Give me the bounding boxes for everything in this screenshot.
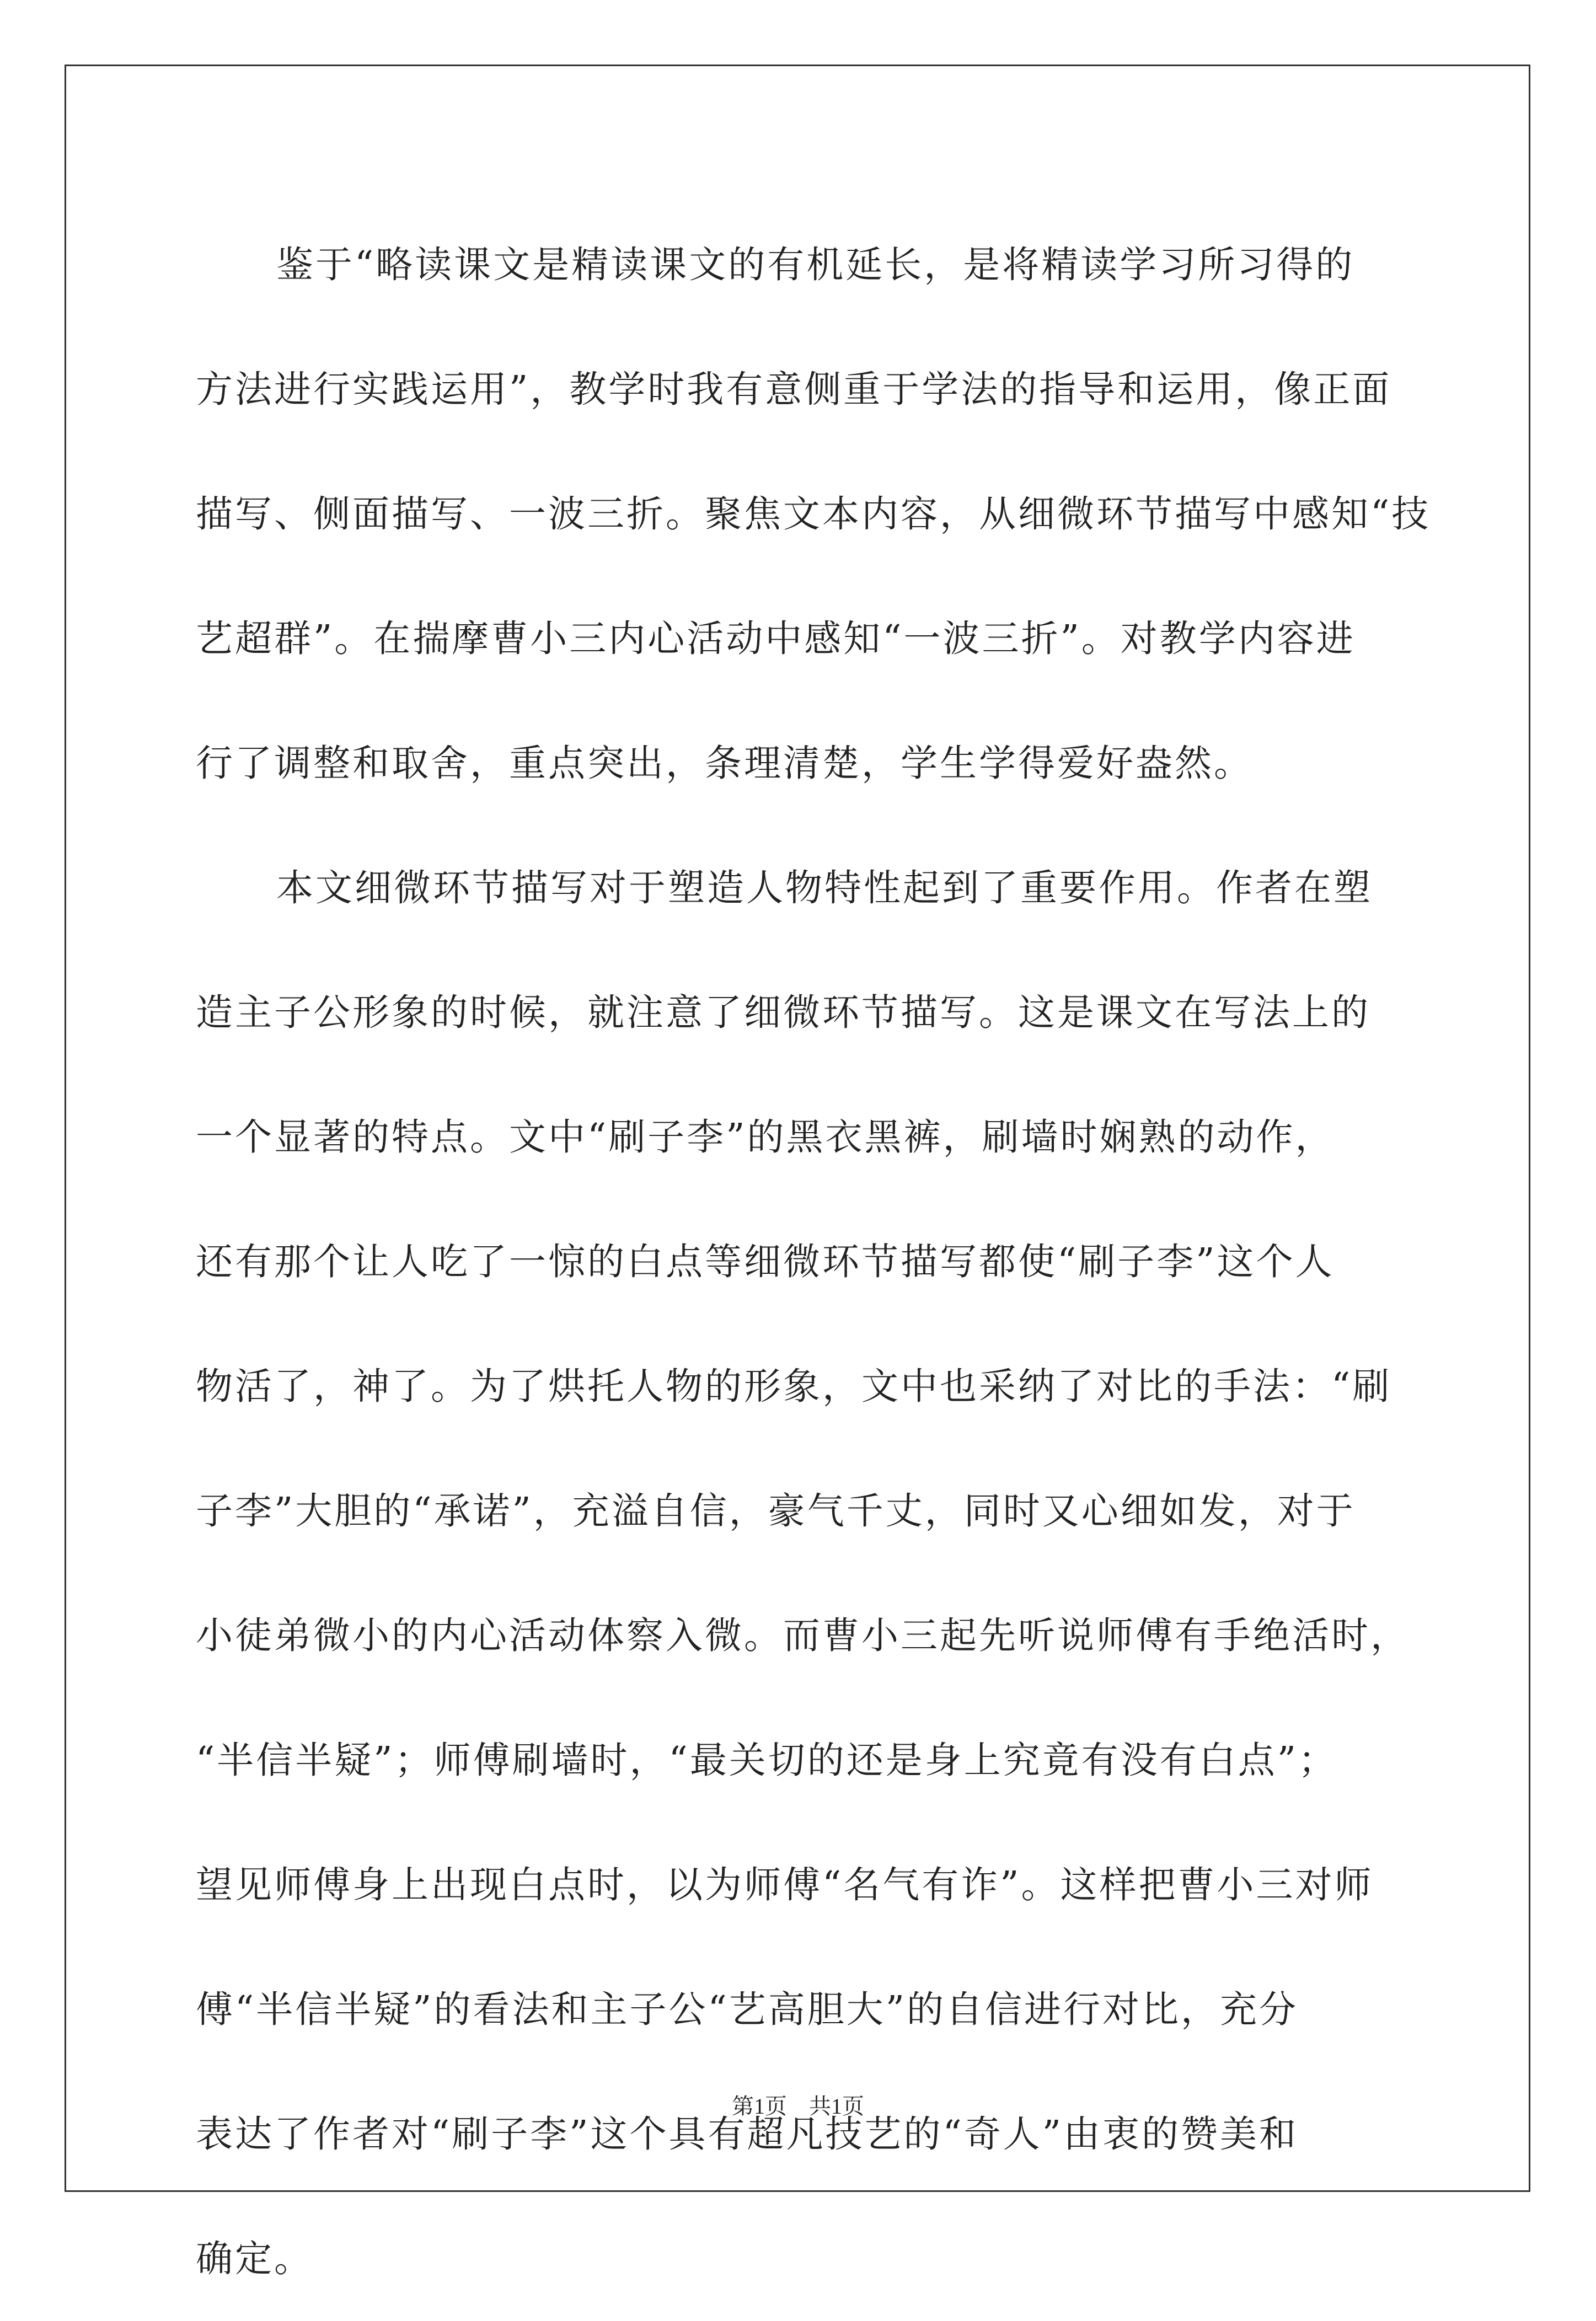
paragraph-2-line-5: 物活了，神了。为了烘托人物的形象，文中也采纳了对比的手法：“刷 [196,1365,1392,1408]
page-footer: 第1页 共1页 [732,2094,864,2119]
paragraph-2-line-1: 本文细微环节描写对于塑造人物特性起到了重要作用。作者在塑 [276,866,1373,909]
paragraph-2-line-8: “半信半疑”；师傅刷墙时，“最关切的还是身上究竟有没有白点”； [196,1739,1338,1782]
paragraph-2-line-3: 一个显著的特点。文中“刷子李”的黑衣黑裤，刷墙时娴熟的动作， [196,1116,1335,1159]
paragraph-2-line-6: 子李”大胆的“承诺”，充溢自信，豪气千丈，同时又心细如发，对于 [196,1489,1356,1532]
paragraph-2-line-7: 小徒弟微小的内心活动体察入微。而曹小三起先听说师傅有手绝活时， [196,1614,1410,1657]
paragraph-2-line-12: 确定。 [196,2237,313,2280]
paragraph-2-line-9: 望见师傅身上出现白点时，以为师傅“名气有诈”。这样把曹小三对师 [196,1863,1374,1906]
paragraph-2-line-4: 还有那个让人吃了一惊的白点等细微环节描写都使“刷子李”这个人 [196,1240,1335,1283]
paragraph-2-line-2: 造主子公形象的时候，就注意了细微环节描写。这是课文在写法上的 [196,991,1370,1034]
paragraph-1-line-4: 艺超群”。在揣摩曹小三内心活动中感知“一波三折”。对教学内容进 [196,617,1356,660]
document-body [196,202,1431,2321]
paragraph-1-line-5: 行了调整和取舍，重点突出，条理清楚，学生学得爱好盎然。 [196,742,1253,785]
paragraph-1-line-2: 方法进行实践运用”，教学时我有意侧重于学法的指导和运用，像正面 [196,368,1392,411]
paragraph-2-line-10: 傅“半信半疑”的看法和主子公“艺高胆大”的自信进行对比，充分 [196,1988,1299,2031]
paragraph-1 [196,202,1431,826]
paragraph-1-line-1: 鉴于“略读课文是精读课文的有机延长，是将精读学习所习得的 [276,243,1355,286]
paragraph-1-line-3: 描写、侧面描写、一波三折。聚焦文本内容，从细微环节描写中感知“技 [196,492,1431,535]
paragraph-2-line-11: 表达了作者对“刷子李”这个具有超凡技艺的“奇人”由衷的赞美和 [196,2113,1299,2156]
